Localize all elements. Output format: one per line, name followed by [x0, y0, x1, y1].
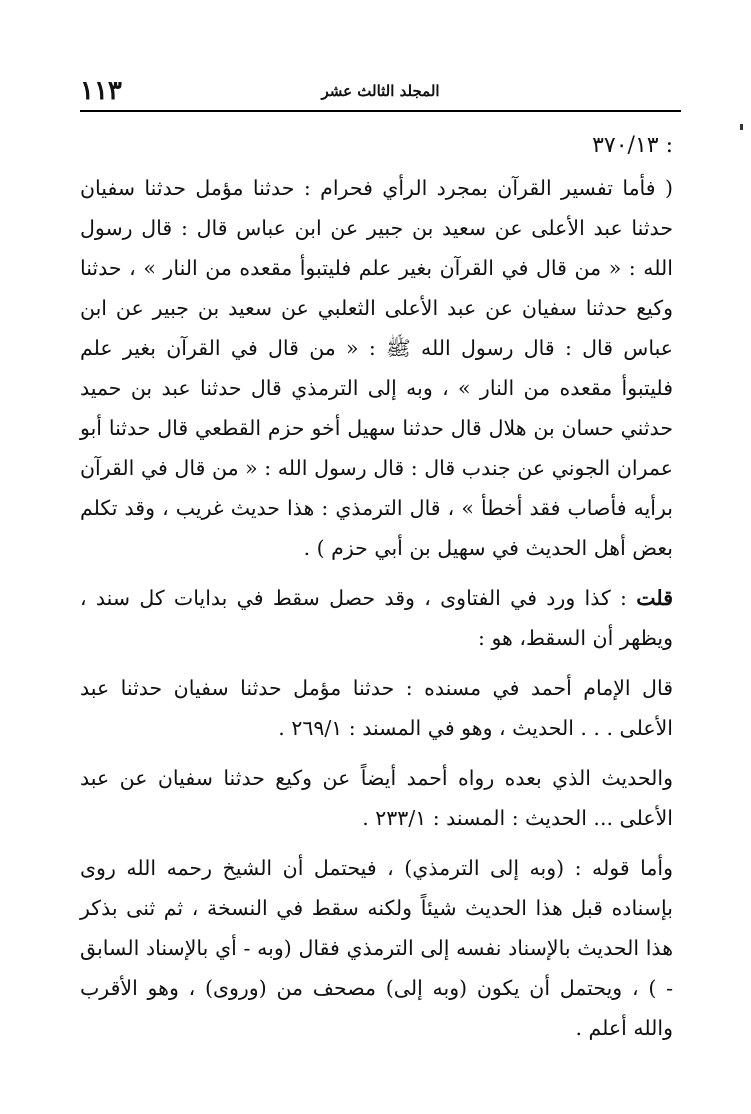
note-lead: قلت — [636, 586, 673, 610]
header-divider — [80, 110, 681, 112]
reference-number: : ٣٧٠/١٣ — [592, 133, 673, 158]
quoted-paragraph: ( فأما تفسير القرآن بمجرد الرأي فحرام : حدثنا مؤمل حدثنا سفيان حدثنا عبد الأعلى عن سعيد بن جبير عن ابن عباس قال : قال رسول الله : « من قال في القرآن بغير علم فليتبوأ مقعده من النار » ، حدثنا وكيع حدثنا سفيان عن عبد الأعلى الثعلبي عن سعيد بن جبير عن ابن عباس قال : قال رسول الله ﷺ : « من قال في القرآن بغير علم فليتبوأ مقعده من النار » ، وبه إلى الترمذي قال حدثنا عبد بن حميد حدثني حسان بن هلال قال حدثنا سهيل أخو حزم القطعي قال حدثنا أبو عمران الجوني عن جندب قال : قال رسول الله : « من قال في القرآن برأيه فأصاب فقد أخطأ » ، قال الترمذي : هذا حديث غريب ، وقد تكلم بعض أهل الحديث في سهيل بن أبي حزم ) . — [80, 176, 673, 560]
note-text: : كذا ورد في الفتاوى ، وقد حصل سقط في بدايات كل سند ، ويظهر أن السقط، هو : — [80, 586, 673, 650]
page-header — [80, 78, 681, 106]
page-number: ١١٣ — [80, 76, 122, 106]
page-body — [80, 126, 673, 1048]
tirmidhi-paragraph: وأما قوله : (وبه إلى الترمذي) ، فيحتمل أن الشيخ رحمه الله روى بإسناده قبل هذا الحديث شيئاً ولكنه سقط في النسخة ، ثم ثنى بذكر هذا الحديث بالإسناد نفسه إلى الترمذي فقال (وبه - أي بالإسناد السابق - ) ، ويحتمل أن يكون (وبه إلى) مصحف من (وروى) ، وهو الأقرب والله أعلم . — [80, 856, 673, 1040]
volume-title: المجلد الثالث عشر — [321, 82, 440, 100]
margin-mark — [740, 124, 743, 130]
ahmad-paragraph: قال الإمام أحمد في مسنده : حدثنا مؤمل حدثنا سفيان حدثنا عبد الأعلى . . . الحديث ، وهو في المسند : ٢٦٩/١ . — [80, 676, 673, 740]
second-hadith-paragraph: والحديث الذي بعده رواه أحمد أيضاً عن وكيع حدثنا سفيان عن عبد الأعلى ... الحديث : المسند : ٢٣٣/١ . — [80, 766, 673, 830]
note-paragraph — [80, 578, 673, 658]
